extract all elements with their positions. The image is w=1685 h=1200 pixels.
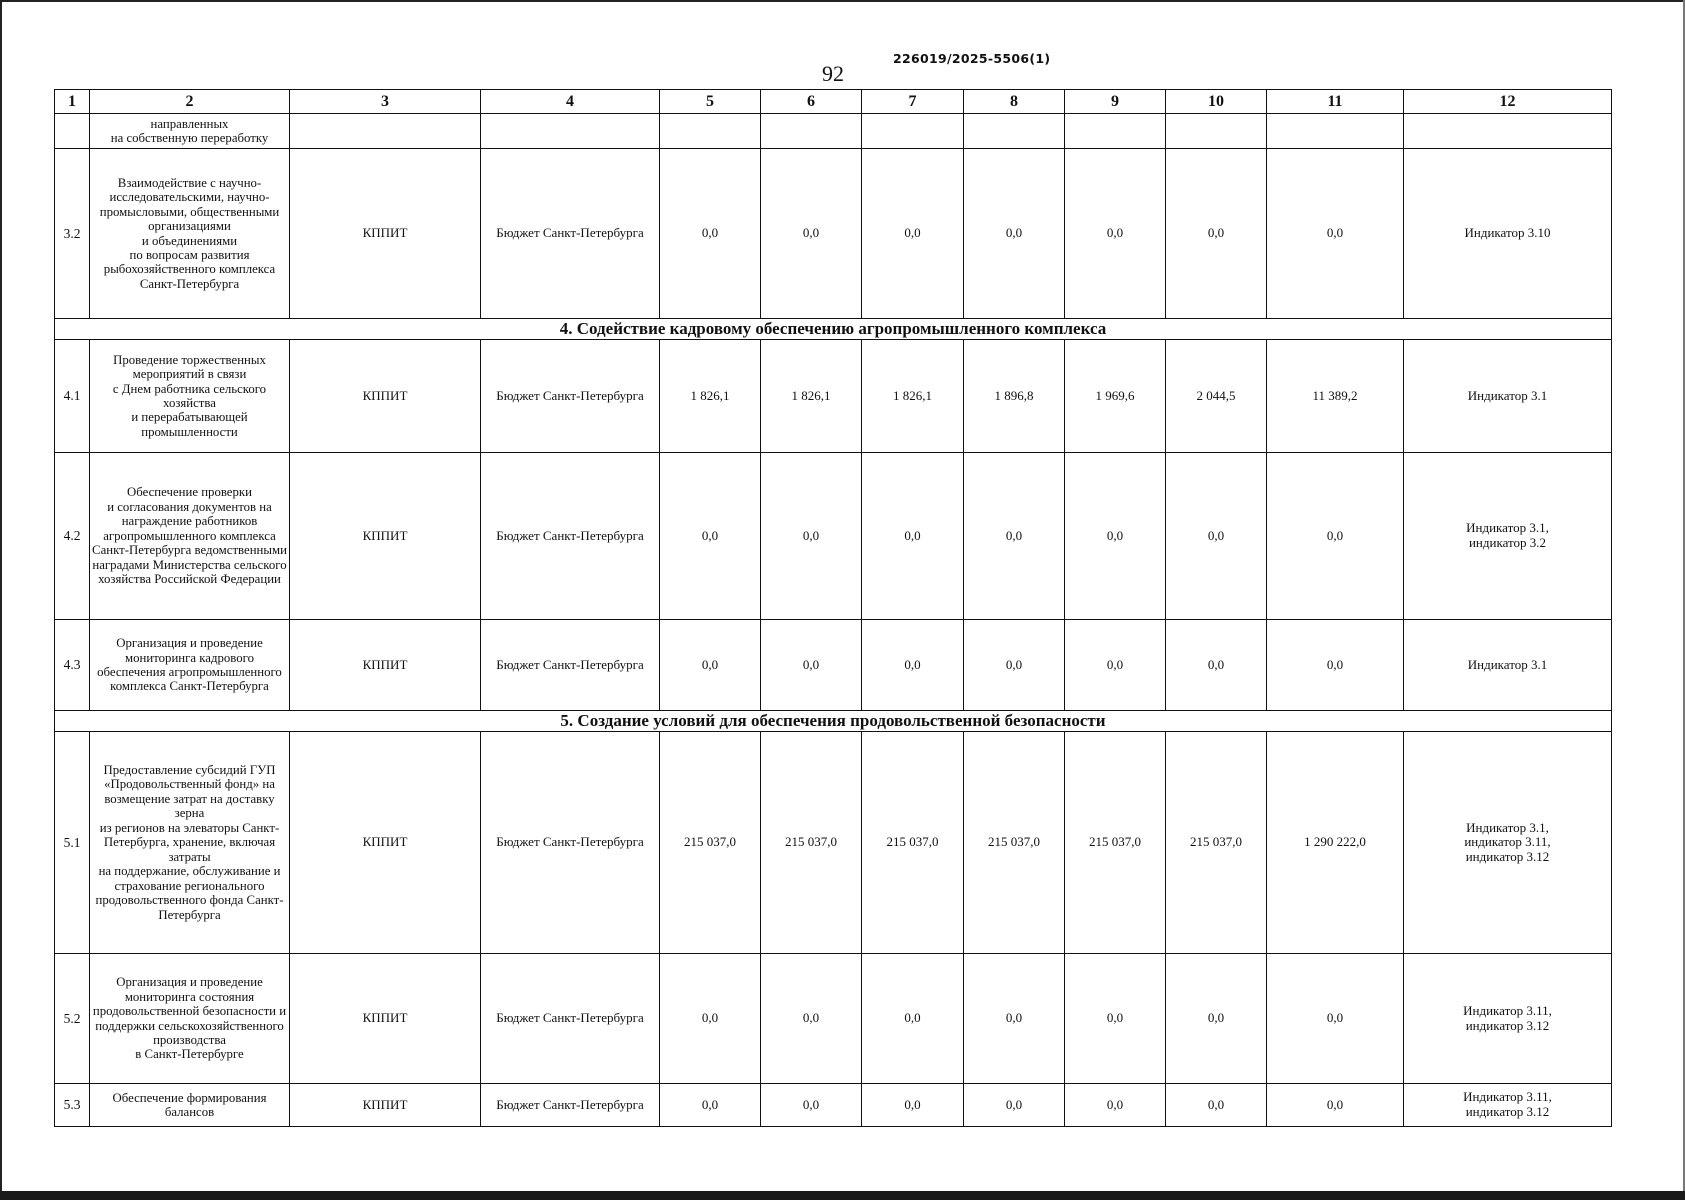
indicator-cell: Индикатор 3.11, индикатор 3.12 (1404, 1084, 1612, 1127)
column-header: 7 (862, 90, 964, 114)
column-header: 5 (660, 90, 761, 114)
header-row (55, 90, 1612, 114)
value-cell: 0,0 (660, 620, 761, 711)
value-cell: 215 037,0 (1065, 732, 1166, 954)
value-cell: 2 044,5 (1166, 340, 1267, 453)
value-cell: 215 037,0 (761, 732, 862, 954)
value-cell: 0,0 (1166, 453, 1267, 620)
table-row (55, 732, 1612, 954)
executor-cell: КППИТ (290, 620, 481, 711)
value-cell: 0,0 (862, 149, 964, 319)
column-header: 6 (761, 90, 862, 114)
row-number-cell: 4.1 (55, 340, 90, 453)
table-row (55, 954, 1612, 1084)
activity-name-cell: Организация и проведение мониторинга кадрового обеспечения агропромышленного комплекса Санкт-Петербурга (90, 620, 290, 711)
executor-cell: КППИТ (290, 732, 481, 954)
row-number-cell: 4.2 (55, 453, 90, 620)
value-cell: 1 826,1 (761, 340, 862, 453)
scan-edge-top (0, 0, 1685, 2)
column-header: 12 (1404, 90, 1612, 114)
column-header: 1 (55, 90, 90, 114)
value-cell: 0,0 (761, 620, 862, 711)
total-cell: 0,0 (1267, 453, 1404, 620)
indicator-cell: Индикатор 3.10 (1404, 149, 1612, 319)
indicator-cell: Индикатор 3.11, индикатор 3.12 (1404, 954, 1612, 1084)
value-cell: 0,0 (964, 149, 1065, 319)
total-cell: 0,0 (1267, 954, 1404, 1084)
table-row (55, 149, 1612, 319)
value-cell: 0,0 (1166, 149, 1267, 319)
value-cell: 0,0 (761, 954, 862, 1084)
scan-edge-left (0, 0, 2, 1195)
total-cell: 11 389,2 (1267, 340, 1404, 453)
value-cell: 0,0 (660, 954, 761, 1084)
total-cell: 0,0 (1267, 149, 1404, 319)
total-cell (1267, 114, 1404, 149)
table-row (55, 1084, 1612, 1127)
funding-source-cell: Бюджет Санкт-Петербурга (481, 620, 660, 711)
value-cell: 215 037,0 (964, 732, 1065, 954)
column-header: 11 (1267, 90, 1404, 114)
funding-source-cell: Бюджет Санкт-Петербурга (481, 453, 660, 620)
column-header: 3 (290, 90, 481, 114)
row-number-cell: 5.3 (55, 1084, 90, 1127)
column-header: 10 (1166, 90, 1267, 114)
indicator-cell: Индикатор 3.1, индикатор 3.11, индикатор 3.12 (1404, 732, 1612, 954)
value-cell: 0,0 (862, 620, 964, 711)
funding-source-cell: Бюджет Санкт-Петербурга (481, 732, 660, 954)
value-cell: 0,0 (660, 149, 761, 319)
table-row (55, 453, 1612, 620)
value-cell: 1 896,8 (964, 340, 1065, 453)
activity-name-cell: Предоставление субсидий ГУП «Продовольственный фонд» на возмещение затрат на доставку зерна из регионов на элеваторы Санкт-Петербурга, хранение, включая затраты на поддержание, обслуживание и страхование регионального продовольственного фонда Санкт-Петербурга (90, 732, 290, 954)
indicator-cell: Индикатор 3.1 (1404, 620, 1612, 711)
column-header: 8 (964, 90, 1065, 114)
value-cell: 0,0 (964, 620, 1065, 711)
activity-name-cell: Организация и проведение мониторинга состояния продовольственной безопасности и поддержки сельскохозяйственного производства в Санкт-Петербурге (90, 954, 290, 1084)
funding-source-cell (481, 114, 660, 149)
section-row (55, 711, 1612, 732)
value-cell: 0,0 (1065, 1084, 1166, 1127)
column-header: 2 (90, 90, 290, 114)
section-heading: 5. Создание условий для обеспечения продовольственной безопасности (55, 711, 1612, 732)
scan-edge-bottom (0, 1191, 1685, 1200)
value-cell: 0,0 (1065, 620, 1166, 711)
executor-cell: КППИТ (290, 954, 481, 1084)
row-number-cell: 5.1 (55, 732, 90, 954)
funding-source-cell: Бюджет Санкт-Петербурга (481, 1084, 660, 1127)
table-row (55, 620, 1612, 711)
value-cell (761, 114, 862, 149)
value-cell: 215 037,0 (1166, 732, 1267, 954)
value-cell (1065, 114, 1166, 149)
value-cell: 0,0 (761, 149, 862, 319)
value-cell: 0,0 (964, 1084, 1065, 1127)
table-row-continuation (55, 114, 1612, 149)
value-cell: 0,0 (1065, 149, 1166, 319)
table-row (55, 340, 1612, 453)
value-cell: 0,0 (1065, 453, 1166, 620)
section-heading: 4. Содействие кадровому обеспечению агропромышленного комплекса (55, 319, 1612, 340)
value-cell (1166, 114, 1267, 149)
value-cell: 215 037,0 (660, 732, 761, 954)
value-cell: 1 826,1 (862, 340, 964, 453)
executor-cell: КППИТ (290, 1084, 481, 1127)
value-cell (862, 114, 964, 149)
row-number-cell (55, 114, 90, 149)
value-cell: 215 037,0 (862, 732, 964, 954)
value-cell: 0,0 (862, 954, 964, 1084)
total-cell: 1 290 222,0 (1267, 732, 1404, 954)
column-header: 4 (481, 90, 660, 114)
value-cell: 0,0 (1166, 1084, 1267, 1127)
value-cell (660, 114, 761, 149)
total-cell: 0,0 (1267, 1084, 1404, 1127)
activity-name-cell: Проведение торжественных мероприятий в связи с Днем работника сельского хозяйства и перерабатывающей промышленности (90, 340, 290, 453)
value-cell: 0,0 (761, 1084, 862, 1127)
registration-number: 226019/2025-5506(1) (893, 51, 1051, 66)
section-row (55, 319, 1612, 340)
row-number-cell: 3.2 (55, 149, 90, 319)
page-number: 92 (822, 61, 844, 86)
activity-name-cell: Взаимодействие с научно-исследовательскими, научно-промысловыми, общественными организациями и объединениями по вопросам развития рыбохозяйственного комплекса Санкт-Петербурга (90, 149, 290, 319)
value-cell: 0,0 (1065, 954, 1166, 1084)
value-cell: 0,0 (1166, 954, 1267, 1084)
executor-cell: КППИТ (290, 149, 481, 319)
row-number-cell: 5.2 (55, 954, 90, 1084)
indicator-cell: Индикатор 3.1 (1404, 340, 1612, 453)
value-cell: 0,0 (964, 954, 1065, 1084)
funding-source-cell: Бюджет Санкт-Петербурга (481, 340, 660, 453)
executor-cell: КППИТ (290, 453, 481, 620)
activity-name-cell: Обеспечение формирования балансов (90, 1084, 290, 1127)
value-cell: 0,0 (862, 453, 964, 620)
value-cell: 0,0 (1166, 620, 1267, 711)
funding-source-cell: Бюджет Санкт-Петербурга (481, 149, 660, 319)
value-cell: 0,0 (761, 453, 862, 620)
value-cell: 1 826,1 (660, 340, 761, 453)
executor-cell: КППИТ (290, 340, 481, 453)
total-cell: 0,0 (1267, 620, 1404, 711)
activity-name-cell: направленных на собственную переработку (90, 114, 290, 149)
indicator-cell (1404, 114, 1612, 149)
value-cell: 1 969,6 (1065, 340, 1166, 453)
value-cell: 0,0 (660, 1084, 761, 1127)
value-cell (964, 114, 1065, 149)
program-activities-table (54, 89, 1612, 1127)
funding-source-cell: Бюджет Санкт-Петербурга (481, 954, 660, 1084)
row-number-cell: 4.3 (55, 620, 90, 711)
executor-cell (290, 114, 481, 149)
value-cell: 0,0 (660, 453, 761, 620)
value-cell: 0,0 (862, 1084, 964, 1127)
indicator-cell: Индикатор 3.1, индикатор 3.2 (1404, 453, 1612, 620)
value-cell: 0,0 (964, 453, 1065, 620)
column-header: 9 (1065, 90, 1166, 114)
activity-name-cell: Обеспечение проверки и согласования документов на награждение работников агропромышленного комплекса Санкт-Петербурга ведомственными наградами Министерства сельского хозяйства Российской Федерации (90, 453, 290, 620)
